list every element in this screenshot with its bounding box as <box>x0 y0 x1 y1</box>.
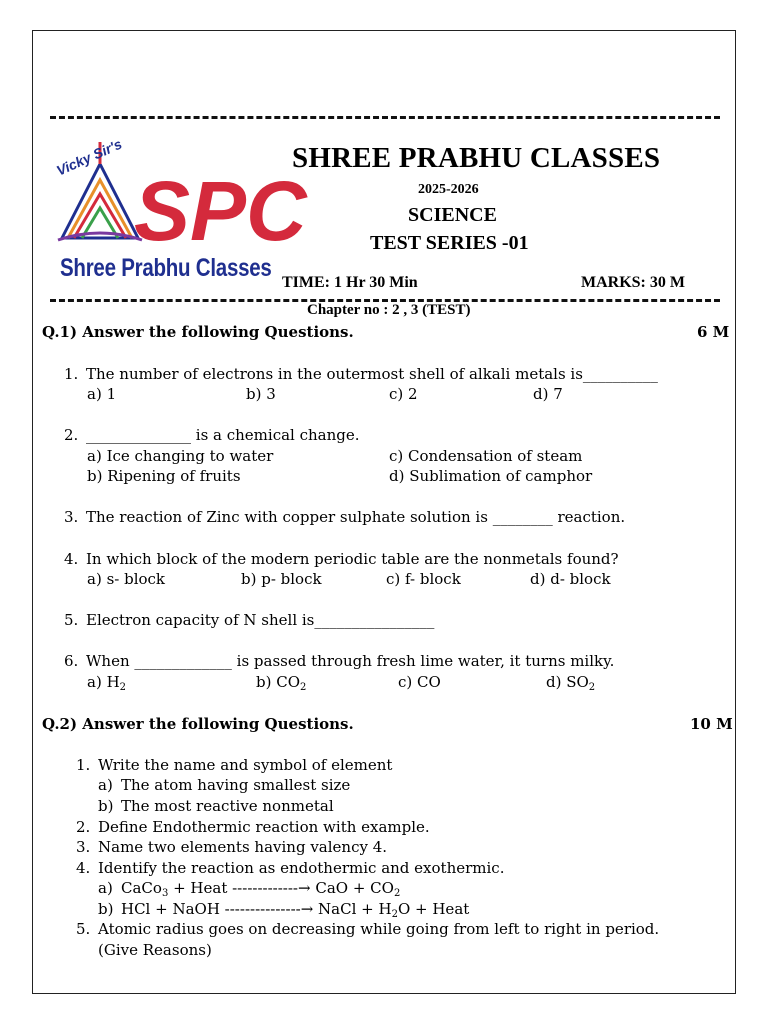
q2-option-a: a) Ice changing to water <box>87 447 274 465</box>
q1-text: The number of electrons in the outermost shell of alkali metals is__________ <box>86 365 658 383</box>
q5-number: 5. <box>64 611 79 629</box>
s2-item5-number: 5. <box>76 920 91 938</box>
q4-number: 4. <box>64 550 79 568</box>
q4-text: In which block of the modern periodic table are the nonmetals found? <box>86 550 619 568</box>
section1-title: Q.1) Answer the following Questions. <box>42 323 354 341</box>
q5-text: Electron capacity of N shell is________________ <box>86 611 435 629</box>
s2-item5-text: Atomic radius goes on decreasing while going from left to right in period. <box>98 920 660 938</box>
q6-option-a: a) $H_2$ <box>87 673 127 693</box>
s2-item3-text: Name two elements having valency 4. <box>98 838 388 856</box>
logo-name: Shree Prabhu Classes <box>60 254 272 282</box>
q4-option-d: d) d- block <box>530 570 611 588</box>
q4-option-a: a) s- block <box>87 570 166 588</box>
s2-item1b-text: The most reactive nonmetal <box>121 797 334 815</box>
test-title: TEST SERIES -01 <box>370 232 529 254</box>
q3-text: The reaction of Zinc with copper sulphate solution is ________ reaction. <box>86 508 626 526</box>
s2-item1a-label: a) <box>98 776 113 794</box>
academic-year: 2025-2026 <box>418 182 479 197</box>
s2-item4-number: 4. <box>76 859 91 877</box>
q1-option-c: c) 2 <box>389 385 418 403</box>
top-dashed-rule <box>50 116 720 119</box>
logo-tagline: Vicky Sir's <box>54 135 125 179</box>
s2-item4-text: Identify the reaction as endothermic and exothermic. <box>98 859 505 877</box>
q2-text: ______________ is a chemical change. <box>86 426 360 444</box>
q2-option-b: b) Ripening of fruits <box>87 467 241 485</box>
s2-item1-number: 1. <box>76 756 91 774</box>
s2-item2-text: Define Endothermic reaction with example. <box>98 818 430 836</box>
s2-item1b-label: b) <box>98 797 114 815</box>
s2-item4b-equation: HCl + NaOH ---------------→ NaCl + $H_2O$ + Heat <box>121 900 470 920</box>
q1-number: 1. <box>64 365 79 383</box>
marks-label: MARKS: 30 M <box>581 274 685 291</box>
arrow-right-icon: → <box>298 879 311 897</box>
q1-option-b: b) 3 <box>246 385 276 403</box>
s2-item1-text: Write the name and symbol of element <box>98 756 393 774</box>
institute-name: SHREE PRABHU CLASSES <box>292 142 661 174</box>
q6-option-b: b) $CO_2$ <box>256 673 307 693</box>
q2-number: 2. <box>64 426 79 444</box>
s2-item4b-label: b) <box>98 900 114 918</box>
q6-option-c: c) CO <box>398 673 441 691</box>
s2-item3-number: 3. <box>76 838 91 856</box>
q2-option-d: d) Sublimation of camphor <box>389 467 593 485</box>
s2-item2-number: 2. <box>76 818 91 836</box>
s2-item4a-equation: CaCo$_3$ + Heat -------------→ CaO + $CO_2$ <box>121 879 401 899</box>
q4-option-b: b) p- block <box>241 570 322 588</box>
q3-number: 3. <box>64 508 79 526</box>
arrow-right-icon: → <box>300 900 314 918</box>
s2-item4a-label: a) <box>98 879 113 897</box>
institute-logo <box>52 128 307 296</box>
q1-option-d: d) 7 <box>533 385 563 403</box>
subject-title: SCIENCE <box>408 204 497 226</box>
section2-title: Q.2) Answer the following Questions. <box>42 715 354 733</box>
q2-option-c: c) Condensation of steam <box>389 447 583 465</box>
section2-marks: 10 M <box>690 715 733 733</box>
q1-option-a: a) 1 <box>87 385 117 403</box>
section1-marks: 6 M <box>697 323 730 341</box>
q6-text: When _____________ is passed through fresh lime water, it turns milky. <box>86 652 615 670</box>
time-label: TIME: 1 Hr 30 Min <box>282 274 418 291</box>
q4-option-c: c) f- block <box>386 570 461 588</box>
s2-item1a-text: The atom having smallest size <box>121 776 351 794</box>
q6-option-d: d) $SO_2$ <box>546 673 596 693</box>
q6-number: 6. <box>64 652 79 670</box>
s2-item5-note: (Give Reasons) <box>98 941 212 959</box>
logo-letters: SPC <box>134 164 307 258</box>
chapter-label: Chapter no : 2 , 3 (TEST) <box>307 302 471 318</box>
